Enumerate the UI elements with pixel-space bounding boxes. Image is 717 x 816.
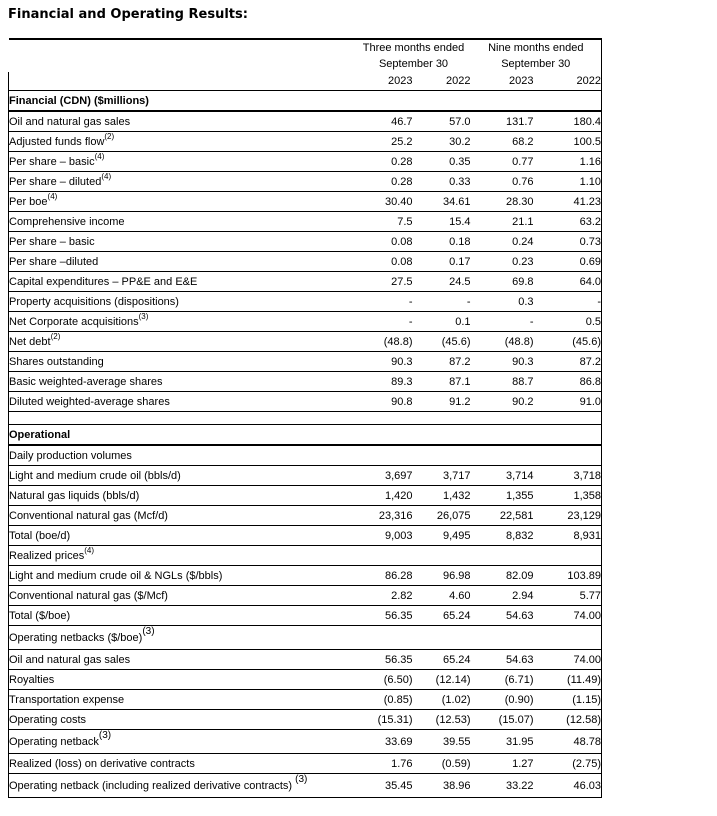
table-row — [9, 91, 602, 112]
value-cell: 3,718 — [534, 466, 602, 486]
value-cell: 46.7 — [357, 111, 413, 132]
row-label-text: Per share –diluted — [9, 255, 99, 268]
value-cell: 90.3 — [471, 352, 534, 372]
value-cell: 63.2 — [534, 212, 602, 232]
value-cell: 74.00 — [534, 650, 602, 670]
value-cell: 0.5 — [534, 312, 602, 332]
value-cell: 3,697 — [357, 466, 413, 486]
row-label — [9, 670, 357, 690]
value-cell: 1.27 — [471, 754, 534, 774]
value-cell: (15.31) — [357, 710, 413, 730]
value-cell: (15.07) — [471, 710, 534, 730]
value-cell — [357, 546, 413, 566]
row-label — [9, 445, 357, 466]
table-row — [9, 445, 602, 466]
row-label-text: Operating netback (including realized derivative contracts) — [9, 779, 296, 792]
financial-operating-table — [8, 38, 602, 798]
table-row — [9, 212, 602, 232]
spacer-cell — [9, 412, 602, 425]
value-cell: 90.2 — [471, 392, 534, 412]
row-label-text: Royalties — [9, 673, 55, 686]
row-label-text: Light and medium crude oil (bbls/d) — [9, 469, 181, 482]
value-cell: 54.63 — [471, 650, 534, 670]
value-cell — [413, 626, 471, 650]
value-cell: 7.5 — [357, 212, 413, 232]
row-label-text: Conventional natural gas (Mcf/d) — [9, 509, 168, 522]
value-cell: 46.03 — [534, 774, 602, 798]
row-label — [9, 730, 357, 754]
value-cell: 0.3 — [471, 292, 534, 312]
table-row — [9, 566, 602, 586]
value-cell: 91.2 — [413, 392, 471, 412]
value-cell: 8,931 — [534, 526, 602, 546]
row-label — [9, 232, 357, 252]
value-cell: 0.69 — [534, 252, 602, 272]
footnote-marker: (3) — [138, 311, 149, 321]
value-cell: 64.0 — [534, 272, 602, 292]
footnote-marker: (3) — [98, 729, 112, 741]
value-cell — [471, 546, 534, 566]
value-cell: 87.2 — [413, 352, 471, 372]
value-cell — [413, 546, 471, 566]
value-cell: 96.98 — [413, 566, 471, 586]
spacer-row — [9, 412, 602, 425]
value-cell: 8,832 — [471, 526, 534, 546]
value-cell: 41.23 — [534, 192, 602, 212]
value-cell: (6.50) — [357, 670, 413, 690]
value-cell: 25.2 — [357, 132, 413, 152]
value-cell: 180.4 — [534, 111, 602, 132]
value-cell: 56.35 — [357, 650, 413, 670]
table-row — [9, 152, 602, 172]
header-row-period — [9, 39, 602, 56]
value-cell: 5.77 — [534, 586, 602, 606]
table-row — [9, 586, 602, 606]
table-row — [9, 774, 602, 798]
value-cell: (12.14) — [413, 670, 471, 690]
value-cell: 100.5 — [534, 132, 602, 152]
row-label — [9, 132, 357, 152]
table-row — [9, 292, 602, 312]
row-label — [9, 774, 357, 798]
value-cell: 86.28 — [357, 566, 413, 586]
row-label-text: Basic weighted-average shares — [9, 375, 163, 388]
value-cell — [471, 626, 534, 650]
header-three-months-date: September 30 — [378, 58, 449, 70]
row-label-text: Operating costs — [9, 713, 87, 726]
table-row — [9, 546, 602, 566]
value-cell: 90.8 — [357, 392, 413, 412]
value-cell — [357, 626, 413, 650]
row-label-text: Oil and natural gas sales — [9, 115, 131, 128]
value-cell: 4.60 — [413, 586, 471, 606]
table-row — [9, 606, 602, 626]
row-label-text: Adjusted funds flow — [9, 135, 105, 148]
table-row — [9, 690, 602, 710]
row-label — [9, 312, 357, 332]
row-label — [9, 710, 357, 730]
row-label-text: Property acquisitions (dispositions) — [9, 295, 179, 308]
footnote-marker: (4) — [94, 151, 105, 161]
value-cell: 57.0 — [413, 111, 471, 132]
value-cell: 0.08 — [357, 232, 413, 252]
row-label — [9, 212, 357, 232]
header-three-months: Three months ended — [357, 39, 471, 56]
value-cell: 69.8 — [471, 272, 534, 292]
row-label-text: Operating netbacks ($/boe) — [9, 631, 143, 644]
value-cell: 87.1 — [413, 372, 471, 392]
value-cell: 35.45 — [357, 774, 413, 798]
table-row — [9, 172, 602, 192]
value-cell: 22,581 — [471, 506, 534, 526]
value-cell: 15.4 — [413, 212, 471, 232]
value-cell: (48.8) — [471, 332, 534, 352]
row-label-text: Oil and natural gas sales — [9, 653, 131, 666]
row-label-text: Conventional natural gas ($/Mcf) — [9, 589, 168, 602]
row-label — [9, 566, 357, 586]
row-label — [9, 626, 357, 650]
value-cell: 0.17 — [413, 252, 471, 272]
table-body — [9, 91, 602, 798]
value-cell: 86.8 — [534, 372, 602, 392]
table-row — [9, 626, 602, 650]
footnote-marker: (2) — [50, 331, 61, 341]
value-cell: 91.0 — [534, 392, 602, 412]
table-row — [9, 132, 602, 152]
table-row — [9, 392, 602, 412]
row-label — [9, 606, 357, 626]
row-label — [9, 526, 357, 546]
row-label — [9, 392, 357, 412]
row-label-text: Net Corporate acquisitions — [9, 315, 139, 328]
row-label-text: Natural gas liquids (bbls/d) — [9, 489, 140, 502]
value-cell: 1,432 — [413, 486, 471, 506]
value-cell: 1,358 — [534, 486, 602, 506]
footnote-marker: (4) — [47, 191, 58, 201]
value-cell: (1.15) — [534, 690, 602, 710]
footnote-marker: (3) — [295, 773, 308, 785]
value-cell: (0.90) — [471, 690, 534, 710]
value-cell: 0.73 — [534, 232, 602, 252]
row-label-text: Daily production volumes — [9, 449, 132, 462]
header-nine-months: Nine months ended — [471, 39, 602, 56]
row-label — [9, 332, 357, 352]
value-cell — [471, 425, 534, 446]
row-label-text: Realized prices — [9, 549, 85, 562]
header-year: 2022 — [413, 72, 471, 91]
row-label — [9, 506, 357, 526]
value-cell: 38.96 — [413, 774, 471, 798]
table-row — [9, 332, 602, 352]
row-label — [9, 425, 357, 446]
table-row — [9, 372, 602, 392]
value-cell: - — [413, 292, 471, 312]
value-cell: 21.1 — [471, 212, 534, 232]
value-cell: 65.24 — [413, 606, 471, 626]
table-row — [9, 754, 602, 774]
table-row — [9, 352, 602, 372]
value-cell: 33.22 — [471, 774, 534, 798]
value-cell: (11.49) — [534, 670, 602, 690]
value-cell: 2.94 — [471, 586, 534, 606]
value-cell: (6.71) — [471, 670, 534, 690]
value-cell: - — [357, 292, 413, 312]
value-cell: 9,495 — [413, 526, 471, 546]
header-nine-months-date: September 30 — [471, 56, 602, 72]
header-year: 2023 — [357, 72, 413, 91]
value-cell: 34.61 — [413, 192, 471, 212]
row-label-text: Shares outstanding — [9, 355, 104, 368]
value-cell: 1,420 — [357, 486, 413, 506]
value-cell: 0.23 — [471, 252, 534, 272]
row-label — [9, 690, 357, 710]
value-cell: (45.6) — [534, 332, 602, 352]
value-cell: 33.69 — [357, 730, 413, 754]
value-cell — [413, 91, 471, 112]
row-label — [9, 352, 357, 372]
row-label-text: Per boe — [9, 195, 48, 208]
row-label-text: Per share – basic — [9, 155, 95, 168]
value-cell: (0.59) — [413, 754, 471, 774]
table-row — [9, 506, 602, 526]
row-label-text: Net debt — [9, 335, 51, 348]
value-cell — [413, 445, 471, 466]
row-label — [9, 252, 357, 272]
header-row-date — [9, 56, 602, 72]
value-cell: 48.78 — [534, 730, 602, 754]
value-cell: 56.35 — [357, 606, 413, 626]
row-label-text: Comprehensive income — [9, 215, 125, 228]
value-cell: 131.7 — [471, 111, 534, 132]
table-row — [9, 192, 602, 212]
table-row — [9, 486, 602, 506]
value-cell: 3,717 — [413, 466, 471, 486]
table-row — [9, 232, 602, 252]
value-cell: 68.2 — [471, 132, 534, 152]
value-cell: 2.82 — [357, 586, 413, 606]
header-label-cell — [9, 72, 357, 91]
row-label-text: Realized (loss) on derivative contracts — [9, 757, 195, 770]
row-label — [9, 466, 357, 486]
value-cell: 9,003 — [357, 526, 413, 546]
value-cell: 24.5 — [413, 272, 471, 292]
row-label — [9, 111, 357, 132]
table-header — [9, 39, 602, 91]
value-cell: 3,714 — [471, 466, 534, 486]
table-row — [9, 466, 602, 486]
table-row — [9, 526, 602, 546]
row-label-text: Per share – diluted — [9, 175, 102, 188]
value-cell — [471, 91, 534, 112]
row-label-text: Operational — [9, 428, 71, 441]
value-cell: 27.5 — [357, 272, 413, 292]
row-label — [9, 650, 357, 670]
row-label — [9, 586, 357, 606]
row-label — [9, 754, 357, 774]
value-cell: 23,316 — [357, 506, 413, 526]
value-cell — [534, 626, 602, 650]
row-label-text: Capital expenditures – PP&E and E&E — [9, 275, 198, 288]
row-label-text: Diluted weighted-average shares — [9, 395, 170, 408]
value-cell — [471, 445, 534, 466]
table-row — [9, 111, 602, 132]
header-year: 2022 — [534, 72, 602, 91]
value-cell: 0.33 — [413, 172, 471, 192]
value-cell — [357, 91, 413, 112]
value-cell — [413, 425, 471, 446]
value-cell: 1,355 — [471, 486, 534, 506]
page-title: Financial and Operating Results: — [8, 7, 248, 22]
row-label-text: Financial (CDN) ($millions) — [9, 94, 149, 107]
value-cell: - — [357, 312, 413, 332]
row-label — [9, 486, 357, 506]
value-cell: 54.63 — [471, 606, 534, 626]
row-label — [9, 292, 357, 312]
table-row — [9, 670, 602, 690]
value-cell: 74.00 — [534, 606, 602, 626]
value-cell: (0.85) — [357, 690, 413, 710]
table-row — [9, 710, 602, 730]
value-cell: 0.18 — [413, 232, 471, 252]
value-cell: 90.3 — [357, 352, 413, 372]
row-label-text: Total (boe/d) — [9, 529, 71, 542]
row-label — [9, 372, 357, 392]
header-label-cell — [9, 39, 357, 56]
footnote-marker: (2) — [104, 131, 115, 141]
value-cell: 30.40 — [357, 192, 413, 212]
value-cell: 0.76 — [471, 172, 534, 192]
row-label — [9, 152, 357, 172]
value-cell: 1.10 — [534, 172, 602, 192]
value-cell: (1.02) — [413, 690, 471, 710]
value-cell: 87.2 — [534, 352, 602, 372]
value-cell: 0.77 — [471, 152, 534, 172]
value-cell: 89.3 — [357, 372, 413, 392]
value-cell — [534, 445, 602, 466]
row-label-text: Per share – basic — [9, 235, 95, 248]
row-label — [9, 192, 357, 212]
row-label — [9, 546, 357, 566]
value-cell: - — [534, 292, 602, 312]
row-label — [9, 172, 357, 192]
value-cell: (2.75) — [534, 754, 602, 774]
value-cell: 0.24 — [471, 232, 534, 252]
value-cell: 1.16 — [534, 152, 602, 172]
table-row — [9, 425, 602, 446]
table-row — [9, 272, 602, 292]
header-label-cell — [9, 56, 357, 72]
value-cell: (48.8) — [357, 332, 413, 352]
footnote-marker: (4) — [84, 545, 94, 555]
header-year: 2023 — [471, 72, 534, 91]
footnote-marker: (4) — [101, 171, 112, 181]
table-row — [9, 312, 602, 332]
value-cell: (45.6) — [413, 332, 471, 352]
footnote-marker: (3) — [142, 625, 155, 637]
header-row-years — [9, 72, 602, 91]
row-label — [9, 272, 357, 292]
value-cell: 0.08 — [357, 252, 413, 272]
value-cell: - — [471, 312, 534, 332]
row-label-text: Operating netback — [9, 735, 99, 748]
row-label-text: Light and medium crude oil & NGLs ($/bbls) — [9, 569, 223, 582]
value-cell — [534, 91, 602, 112]
value-cell: 30.2 — [413, 132, 471, 152]
value-cell: 65.24 — [413, 650, 471, 670]
table-row — [9, 252, 602, 272]
value-cell: 0.35 — [413, 152, 471, 172]
table-row — [9, 650, 602, 670]
value-cell — [357, 445, 413, 466]
value-cell: 0.28 — [357, 152, 413, 172]
value-cell — [534, 425, 602, 446]
value-cell — [357, 425, 413, 446]
value-cell: 31.95 — [471, 730, 534, 754]
value-cell: 82.09 — [471, 566, 534, 586]
value-cell: 1.76 — [357, 754, 413, 774]
value-cell: 0.1 — [413, 312, 471, 332]
value-cell: 39.55 — [413, 730, 471, 754]
value-cell: 103.89 — [534, 566, 602, 586]
value-cell: (12.58) — [534, 710, 602, 730]
value-cell: (12.53) — [413, 710, 471, 730]
value-cell: 23,129 — [534, 506, 602, 526]
row-label-text: Total ($/boe) — [9, 609, 71, 622]
value-cell — [534, 546, 602, 566]
value-cell: 26,075 — [413, 506, 471, 526]
table-row — [9, 730, 602, 754]
value-cell: 88.7 — [471, 372, 534, 392]
value-cell: 28.30 — [471, 192, 534, 212]
row-label — [9, 91, 357, 112]
row-label-text: Transportation expense — [9, 693, 125, 706]
value-cell: 0.28 — [357, 172, 413, 192]
